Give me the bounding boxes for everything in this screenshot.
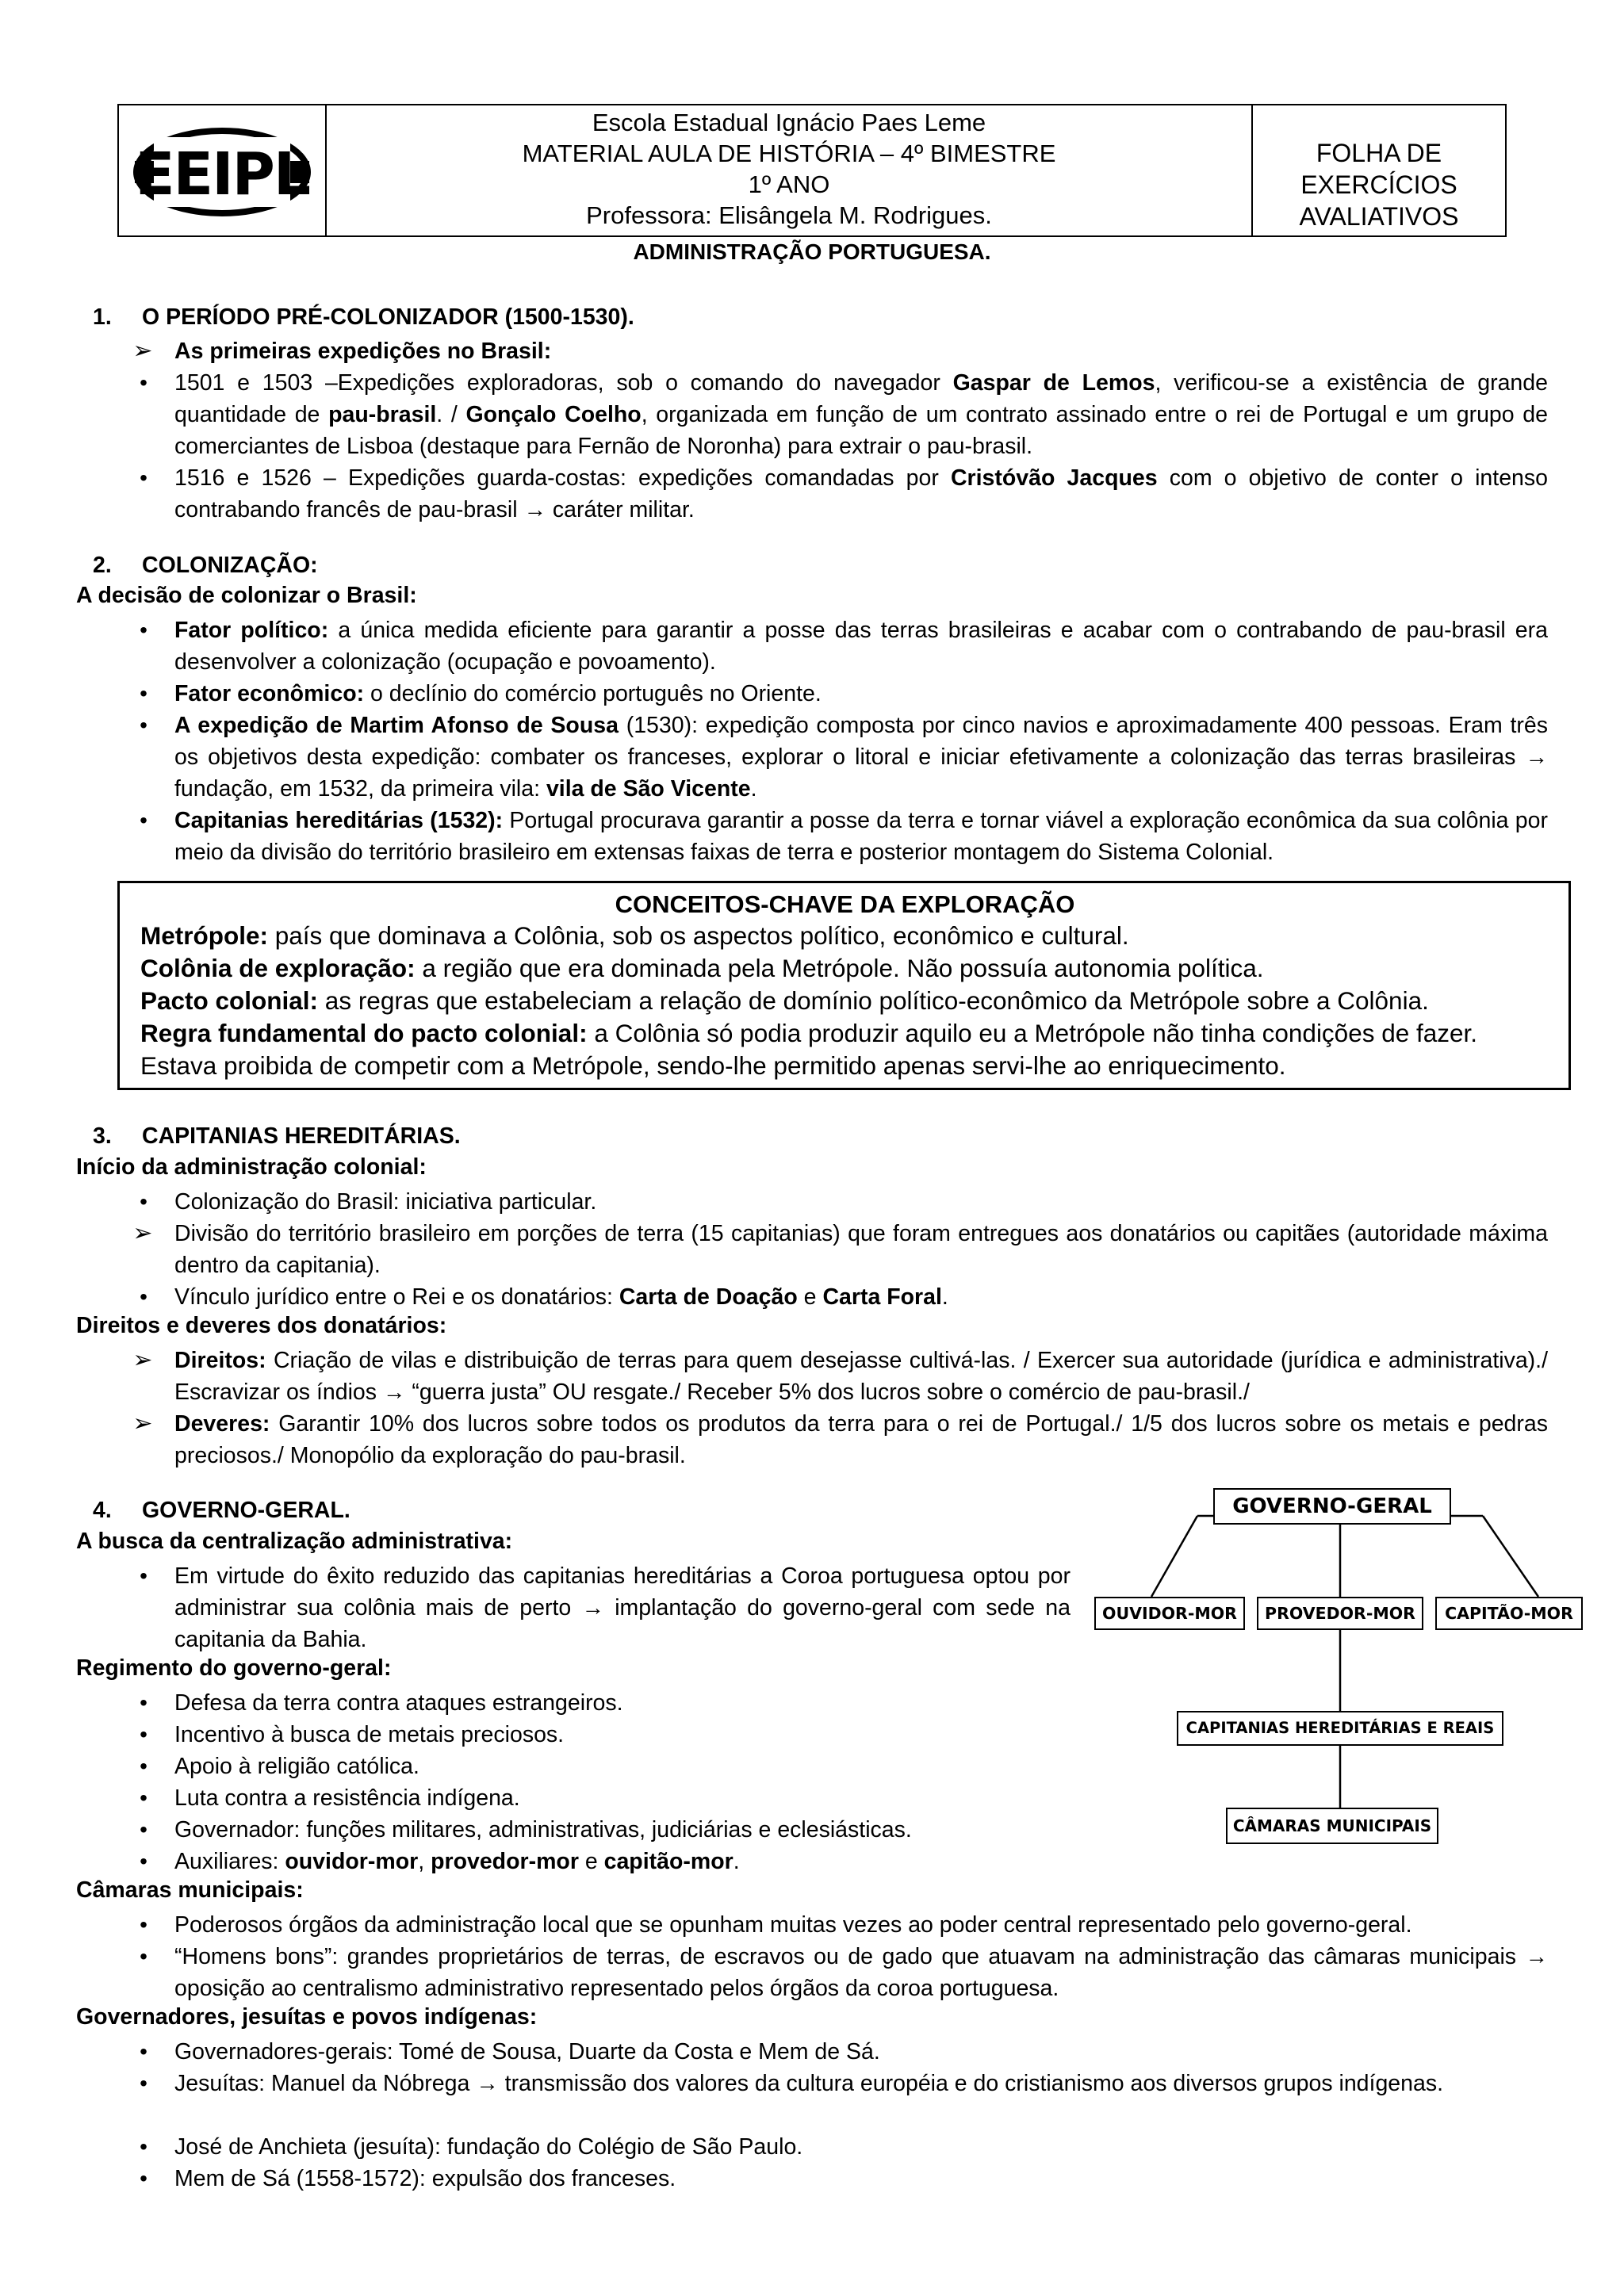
concept-1-label: Metrópole:	[140, 921, 268, 950]
bullet-icon: •	[140, 1563, 147, 1588]
org-box-governo-geral: GOVERNO-GERAL	[1213, 1488, 1451, 1525]
s4-chamber-2	[140, 1941, 1548, 2004]
s1-b1-g: , organizada em função de um contrato assinado entre o rei de Portugal e um grupo de comerciantes de Lisboa (destaque para Fernão de Noronha) para extrair o pau-brasil.	[174, 402, 1548, 459]
s3-b3-c: e	[797, 1284, 823, 1310]
arrow-bullet-icon: ➢	[132, 1220, 153, 1246]
concept-4-label: Regra fundamental do pacto colonial:	[140, 1019, 588, 1047]
s4-g2-text: Jesuítas: Manuel da Nóbrega → transmissão dos valores da cultura européia e do cristianismo aos diversos grupos indígenas.	[174, 2071, 1444, 2096]
s2-b4-label: Capitanias hereditárias (1532):	[174, 808, 504, 833]
sheet-type-line-3: AVALIATIVOS	[1299, 202, 1459, 231]
sheet-type-cell	[1253, 105, 1505, 235]
section-4-title: GOVERNO-GERAL.	[142, 1498, 350, 1523]
section-3-number: 3.	[93, 1123, 112, 1149]
s4-regiment-3	[140, 1751, 1071, 1782]
s1-b1-c: , verificou-se a existência de grande quantidade de	[174, 370, 1548, 427]
bullet-icon: •	[140, 1284, 147, 1309]
key-concepts-box	[117, 881, 1571, 1090]
s4-subheading-4: Governadores, jesuítas e povos indígenas:	[76, 2004, 538, 2030]
arrow-bullet-icon: ➢	[132, 338, 153, 364]
s3-b3-b: Carta de Doação	[619, 1284, 798, 1310]
s4-governor-1	[140, 2036, 1548, 2068]
org-box-provedor-mor: PROVEDOR-MOR	[1257, 1597, 1423, 1630]
bullet-icon: •	[140, 618, 147, 642]
s3-subheading-1: Início da administração colonial:	[76, 1154, 427, 1180]
s3-b3-a: Vínculo jurídico entre o Rei e os donatários:	[174, 1284, 619, 1310]
s4-regiment-2	[140, 1719, 1071, 1751]
s4-r5-text: Governador: funções militares, administrativas, judiciárias e eclesiásticas.	[174, 1817, 912, 1843]
s4-g3-text: José de Anchieta (jesuíta): fundação do Colégio de São Paulo.	[174, 2134, 803, 2160]
s4-governor-4	[140, 2163, 1548, 2195]
bullet-icon: •	[140, 2166, 147, 2191]
s4-r1-text: Defesa da terra contra ataques estrangeiros.	[174, 1690, 623, 1716]
s3-b4-text: Criação de vilas e distribuição de terras para quem desejasse cultivá-las. / Exercer sua autoridade (jurídica e administrativa)./ Escravizar os índios → “guerra justa” OU resgate./ Receber 5% dos lucros sobre o comércio de pau-brasil./	[174, 1348, 1548, 1405]
s4-subheading-2: Regimento do governo-geral:	[76, 1655, 392, 1681]
s4-m2-text: “Homens bons”: grandes proprietários de terras, de escravos ou de gado que atuavam na administração das câmaras municipais → oposição ao centralismo administrativo representado pelos órgãos da coroa portuguesa.	[174, 1944, 1548, 2001]
org-chart-governo-geral	[1094, 1476, 1602, 1857]
material-title: MATERIAL AULA DE HISTÓRIA – 4º BIMESTRE	[522, 140, 1056, 167]
s4-r4-text: Luta contra a resistência indígena.	[174, 1785, 520, 1811]
concept-metropole	[140, 920, 1549, 952]
s2-b1-label: Fator político:	[174, 618, 329, 643]
s3-b5-label: Deveres:	[174, 1411, 270, 1437]
section-4-number: 4.	[93, 1498, 112, 1523]
s3-b1-text: Colonização do Brasil: iniciativa particular.	[174, 1189, 597, 1215]
s2-b3-label: A expedição de Martim Afonso de Sousa	[174, 713, 619, 738]
school-logo	[132, 121, 312, 223]
s4-chamber-1	[140, 1909, 1548, 1941]
s3-b4-label: Direitos:	[174, 1348, 266, 1373]
s4-r6-e: e	[578, 1849, 604, 1874]
s4-m1-text: Poderosos órgãos da administração local que se opunham muitas vezes ao poder central representado pelo governo-geral.	[174, 1912, 1412, 1938]
s4-g4-text: Mem de Sá (1558-1572): expulsão dos franceses.	[174, 2166, 676, 2191]
s2-b3-text: (1530): expedição composta por cinco navios e aproximadamente 400 pessoas. Eram três os objetivos desta expedição: combater os franceses, explorar o litoral e iniciar efetivamente a colonização das terras brasileiras → fundação, em 1532, da primeira vila:	[174, 713, 1548, 802]
header-center-cell	[327, 105, 1253, 235]
teacher-name: Professora: Elisângela M. Rodrigues.	[586, 201, 992, 229]
s4-regiment-4	[140, 1782, 1071, 1814]
concept-1-text: país que dominava a Colônia, sob os aspectos político, econômico e cultural.	[268, 921, 1129, 950]
sheet-type-line-2: EXERCÍCIOS	[1300, 170, 1457, 199]
bullet-icon: •	[140, 1817, 147, 1842]
bullet-icon: •	[140, 2134, 147, 2159]
s4-governor-2	[140, 2068, 1548, 2099]
document-title: ADMINISTRAÇÃO PORTUGUESA.	[633, 239, 991, 264]
s2-bullet-1	[140, 614, 1549, 678]
bullet-icon: •	[140, 2071, 147, 2095]
bullet-icon: •	[140, 1189, 147, 1214]
s2-b3-end: .	[750, 776, 757, 802]
org-chart-connectors	[1094, 1476, 1602, 1857]
section-4-heading	[93, 1498, 350, 1524]
concept-regra	[140, 1017, 1549, 1082]
s1-b2-c: com o objetivo de conter o intenso contrabando francês de pau-brasil → caráter militar.	[174, 465, 1548, 522]
s1-bullet-1	[140, 367, 1548, 462]
org-box-capitao-mor: CAPITÃO-MOR	[1435, 1597, 1583, 1630]
org-box-camaras: CÂMARAS MUNICIPAIS	[1226, 1808, 1438, 1844]
bullet-icon: •	[140, 1785, 147, 1810]
section-3-title: CAPITANIAS HEREDITÁRIAS.	[142, 1123, 461, 1149]
s2-b4-text: Portugal procurava garantir a posse da terra e tornar viável a exploração econômica da sua colônia por meio da divisão do território brasileiro em extensas faixas de terra e posterior montagem do Sistema Colonial.	[174, 808, 1548, 865]
concept-2-label: Colônia de exploração:	[140, 954, 416, 982]
concept-colonia	[140, 952, 1549, 985]
arrow-bullet-icon: ➢	[132, 1410, 153, 1437]
section-2-heading	[93, 553, 318, 579]
bullet-icon: •	[140, 713, 147, 737]
bullet-icon: •	[140, 1849, 147, 1873]
concept-4-text: a Colônia só podia produzir aquilo eu a Metrópole não tinha condições de fazer. Estava proibida de competir com a Metrópole, sendo-lhe permitido apenas servi-lhe ao enriquecimento.	[140, 1019, 1478, 1080]
school-logo-cell	[119, 105, 327, 235]
s4-g1-text: Governadores-gerais: Tomé de Sousa, Duarte da Costa e Mem de Sá.	[174, 2039, 880, 2064]
s4-r2-text: Incentivo à busca de metais preciosos.	[174, 1722, 565, 1747]
s4-r6-c: ,	[418, 1849, 431, 1874]
section-3-heading	[93, 1123, 461, 1150]
s4-regiment-6	[140, 1846, 1071, 1877]
bullet-icon: •	[140, 1722, 147, 1747]
s1-b1-b: Gaspar de Lemos	[952, 370, 1155, 396]
bullet-icon: •	[140, 1754, 147, 1778]
s4-bullet-1	[140, 1560, 1071, 1655]
s2-b3-bold-end: vila de São Vicente	[546, 776, 751, 802]
s2-bullet-3	[140, 710, 1548, 805]
s4-regiment-5	[140, 1814, 1071, 1846]
bullet-icon: •	[140, 1690, 147, 1715]
s2-b1-text: a única medida eficiente para garantir a posse das terras brasileiras e acabar com o contrabando de pau-brasil era desenvolver a colonização (ocupação e povoamento).	[174, 618, 1549, 675]
concept-2-text: a região que era dominada pela Metrópole. Não possuía autonomia política.	[415, 954, 1264, 982]
s4-r6-d: provedor-mor	[431, 1849, 579, 1874]
bullet-icon: •	[140, 1944, 147, 1969]
s3-bullet-3	[140, 1281, 1548, 1313]
bullet-icon: •	[140, 808, 147, 832]
bullet-icon: •	[140, 370, 147, 395]
s3-subheading-2: Direitos e deveres dos donatários:	[76, 1313, 447, 1338]
s3-b2-text: Divisão do território brasileiro em porções de terra (15 capitanias) que foram entregues aos donatários ou capitães (autoridade máxima dentro da capitania).	[174, 1221, 1548, 1278]
s2-bullet-4	[140, 805, 1548, 868]
s3-b5-text: Garantir 10% dos lucros sobre todos os produtos da terra para o rei de Portugal./ 1/5 dos lucros sobre os metais e pedras preciosos./ Monopólio da exploração do pau-brasil.	[174, 1411, 1548, 1468]
bullet-icon: •	[140, 465, 147, 490]
s4-r3-text: Apoio à religião católica.	[174, 1754, 419, 1779]
s1-b1-d: pau-brasil	[328, 402, 437, 427]
bullet-icon: •	[140, 2039, 147, 2064]
section-1-heading	[93, 304, 634, 331]
sheet-type-line-1: FOLHA DE	[1316, 139, 1442, 167]
s4-governor-3	[140, 2131, 1548, 2163]
section-2-number: 2.	[93, 553, 112, 578]
s2-b2-text: o declínio do comércio português no Oriente.	[364, 681, 822, 706]
org-box-capitanias: CAPITANIAS HEREDITÁRIAS E REAIS	[1177, 1711, 1503, 1746]
s3-bullet-1	[140, 1186, 1548, 1218]
concept-pacto	[140, 985, 1549, 1017]
s4-subheading-3: Câmaras municipais:	[76, 1877, 304, 1903]
org-box-ouvidor-mor: OUVIDOR-MOR	[1094, 1597, 1245, 1630]
s3-bullet-5	[132, 1408, 1548, 1471]
key-concepts-title: CONCEITOS-CHAVE DA EXPLORAÇÃO	[615, 890, 1075, 918]
s4-b1-text: Em virtude do êxito reduzido das capitanias hereditárias a Coroa portuguesa optou por administrar sua colônia mais de perto → implantação do governo-geral com sede na capitania da Bahia.	[174, 1563, 1071, 1652]
s4-r6-b: ouvidor-mor	[285, 1849, 419, 1874]
school-year: 1º ANO	[748, 170, 830, 198]
s4-subheading-1: A busca da centralização administrativa:	[76, 1529, 513, 1554]
s2-subheading: A decisão de colonizar o Brasil:	[76, 583, 417, 608]
concept-3-label: Pacto colonial:	[140, 986, 319, 1015]
section-1-title: O PERÍODO PRÉ-COLONIZADOR (1500-1530).	[142, 304, 634, 330]
arrow-bullet-icon: ➢	[132, 1347, 153, 1373]
s4-r6-f: capitão-mor	[603, 1849, 733, 1874]
s1-b1-e: . /	[436, 402, 466, 427]
header-table	[117, 104, 1507, 237]
s4-r6-g: .	[733, 1849, 740, 1874]
s1-sub-text: As primeiras expedições no Brasil:	[174, 339, 552, 364]
s3-b3-e: .	[941, 1284, 948, 1310]
school-name: Escola Estadual Ignácio Paes Leme	[592, 109, 986, 136]
bullet-icon: •	[140, 1912, 147, 1937]
s1-b2-a: 1516 e 1526 – Expedições guarda-costas: expedições comandadas por	[174, 465, 951, 491]
logo-text: EEIPL	[134, 140, 310, 209]
s3-bullet-4	[132, 1345, 1548, 1408]
s2-b2-label: Fator econômico:	[174, 681, 365, 706]
bullet-icon: •	[140, 681, 147, 706]
s3-bullet-2	[132, 1218, 1548, 1281]
s1-bullet-2	[140, 462, 1548, 526]
s1-b1-a: 1501 e 1503 –Expedições exploradoras, sob o comando do navegador	[174, 370, 953, 396]
s4-r6-a: Auxiliares:	[174, 1849, 285, 1874]
s1-b2-b: Cristóvão Jacques	[950, 465, 1158, 491]
concept-3-text: as regras que estabeleciam a relação de domínio político-econômico da Metrópole sobre a Colônia.	[318, 986, 1429, 1015]
s2-bullet-2	[140, 678, 1548, 710]
section-1-number: 1.	[93, 304, 112, 330]
s4-regiment-1	[140, 1687, 1071, 1719]
s3-b3-d: Carta Foral	[822, 1284, 942, 1310]
s1-subheading	[132, 335, 1548, 367]
s1-b1-f: Gonçalo Coelho	[465, 402, 642, 427]
section-2-title: COLONIZAÇÃO:	[142, 553, 318, 578]
